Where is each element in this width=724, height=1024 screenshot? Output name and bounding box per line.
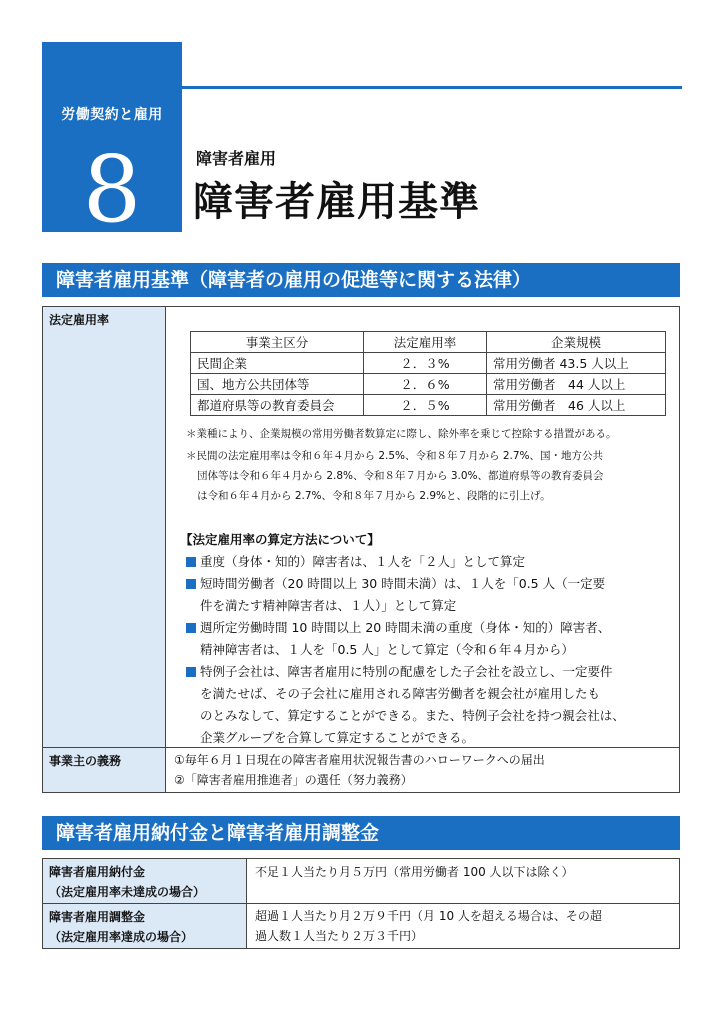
- levy-value-text: 不足１人当たり月５万円（常用労働者 100 人以下は除く）: [255, 865, 574, 879]
- col-header-employer: 事業主区分: [191, 332, 364, 353]
- note-exclusion-rate: ＊業種により、企業規模の常用労働者数算定に際し、除外率を乗じて控除する措置がある。: [186, 428, 617, 440]
- page-title: 障害者雇用基準: [193, 179, 480, 225]
- adjustment-value: [246, 903, 680, 949]
- statutory-rate-label: 法定雇用率: [42, 306, 166, 748]
- employment-rate-table: [190, 331, 666, 416]
- bullet-text: 週所定労働時間 10 時間以上 20 時間未満の重度（身体・知的）障害者、: [200, 620, 611, 635]
- row-size: 常用労働者 46 人以上: [487, 395, 666, 416]
- note-rate-increase-3: は令和６年４月から 2.7%、令和８年７月から 2.9%と、段階的に引上げ。: [197, 490, 551, 502]
- chapter-badge: [42, 42, 182, 243]
- chapter-number: 8: [82, 136, 142, 243]
- calculation-method-title: 【法定雇用率の算定方法について】: [180, 532, 380, 547]
- list-item: [186, 551, 672, 573]
- list-item: [186, 617, 672, 661]
- row-employer: 都道府県等の教育委員会: [191, 395, 364, 416]
- bullet-text-continued: 件を満たす精神障害者は、１人）」として算定: [200, 598, 457, 613]
- levy-value: [246, 858, 680, 904]
- duty-item: ②「障害者雇用推進者」の選任（努力義務）: [174, 773, 413, 787]
- table-row: [191, 395, 666, 416]
- adjustment-label: [42, 903, 247, 949]
- table-row: [191, 353, 666, 374]
- bullet-text: 短時間労働者（20 時間以上 30 時間未満）は、１人を「0.5 人（一定要: [200, 576, 606, 591]
- section-heading-employment-standard: 障害者雇用基準（障害者の雇用の促進等に関する法律）: [42, 263, 680, 297]
- row-rate: ２．５%: [364, 395, 487, 416]
- adjustment-value-text-continued: 過人数１人当たり２万３千円）: [255, 929, 424, 943]
- adjustment-label-title: 障害者雇用調整金: [49, 910, 146, 924]
- note-rate-increase-1: ＊民間の法定雇用率は令和６年４月から 2.5%、令和８年７月から 2.7%、国・地方公共: [186, 450, 604, 462]
- col-header-rate: 法定雇用率: [364, 332, 487, 353]
- row-rate: ２．６%: [364, 374, 487, 395]
- page-subtitle: 障害者雇用: [196, 149, 277, 168]
- bullet-text: 重度（身体・知的）障害者は、１人を「２人」として算定: [200, 554, 526, 569]
- row-size: 常用労働者 43.5 人以上: [487, 353, 666, 374]
- duty-item: ①毎年６月１日現在の障害者雇用状況報告書のハローワークへの届出: [174, 753, 545, 767]
- row-rate: ２．３%: [364, 353, 487, 374]
- table-row: [191, 374, 666, 395]
- bullet-text-continued: 企業グループを合算して算定することができる。: [200, 730, 475, 745]
- bullet-text-continued: 精神障害者は、１人を「0.5 人」として算定（令和６年４月から）: [200, 642, 574, 657]
- adjustment-label-condition: （法定雇用率達成の場合）: [49, 930, 194, 944]
- square-bullet-icon: [186, 579, 196, 589]
- adjustment-value-text: 超過１人当たり月２万９千円（月 10 人を超える場合は、その超: [255, 909, 602, 923]
- square-bullet-icon: [186, 623, 196, 633]
- bullet-text: 特例子会社は、障害者雇用に特別の配慮をした子会社を設立し、一定要件: [200, 664, 613, 679]
- employer-duty-label: 事業主の義務: [42, 747, 166, 793]
- header-rule: [182, 86, 682, 89]
- employer-duty-content: [165, 747, 680, 793]
- col-header-size: 企業規模: [487, 332, 666, 353]
- bullet-text-continued: のとみなして、算定することができる。また、特例子会社を持つ親会社は、: [200, 708, 625, 723]
- list-item: [186, 661, 672, 749]
- levy-label: [42, 858, 247, 904]
- table-header-row: [191, 332, 666, 353]
- square-bullet-icon: [186, 667, 196, 677]
- levy-label-title: 障害者雇用納付金: [49, 865, 146, 879]
- section-heading-levy-adjustment: 障害者雇用納付金と障害者雇用調整金: [42, 816, 680, 850]
- square-bullet-icon: [186, 557, 196, 567]
- note-rate-increase-2: 団体等は令和６年４月から 2.8%、令和８年７月から 3.0%、都道府県等の教育委員会: [197, 470, 604, 482]
- levy-label-condition: （法定雇用率未達成の場合）: [49, 885, 206, 899]
- row-employer: 民間企業: [191, 353, 364, 374]
- row-size: 常用労働者 44 人以上: [487, 374, 666, 395]
- row-employer: 国、地方公共団体等: [191, 374, 364, 395]
- list-item: [186, 573, 672, 617]
- chapter-category: 労働契約と雇用: [61, 107, 163, 123]
- bullet-text-continued: を満たせば、その子会社に雇用される障害労働者を親会社が雇用したも: [200, 686, 601, 701]
